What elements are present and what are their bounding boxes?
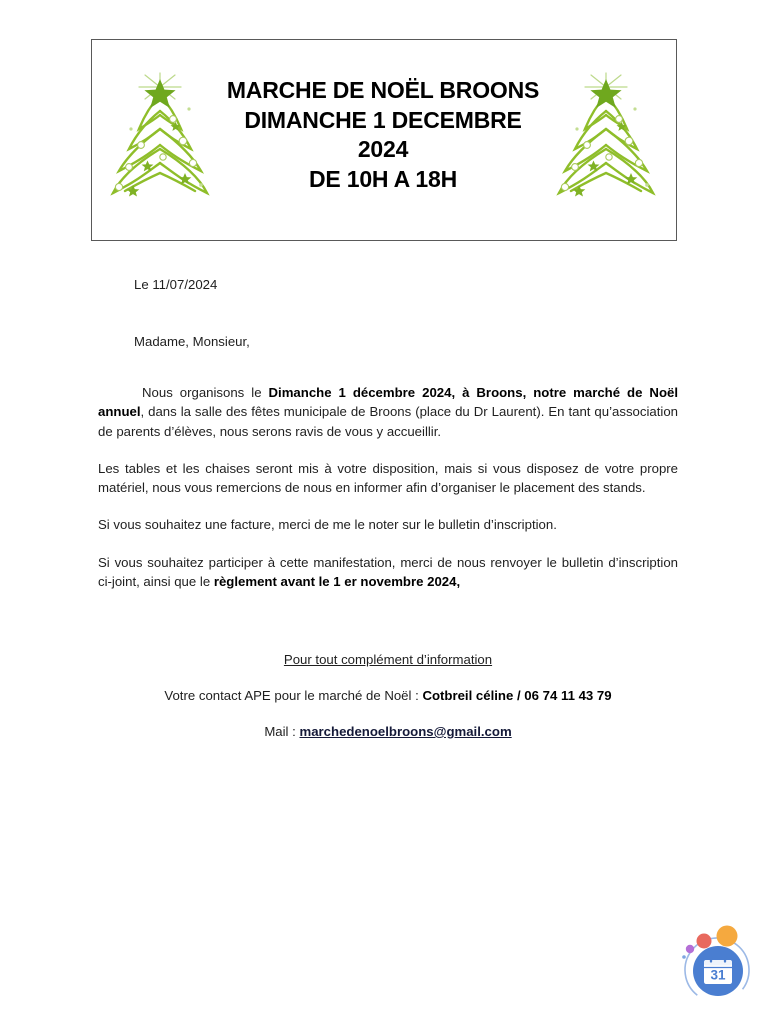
letter-body	[98, 383, 678, 591]
header-title-line-3: 2024	[357, 136, 409, 162]
header-banner	[91, 39, 677, 241]
body-text: Si vous souhaitez participer à cette manifestation, merci de nous renvoyer le bulletin d’inscription ci-joint, ainsi que le	[98, 554, 678, 590]
body-paragraph	[98, 459, 678, 498]
footer-mail-prefix: Mail :	[264, 724, 300, 739]
header-title-line-4: DE 10H A 18H	[308, 165, 457, 192]
calendar-badge-icon	[676, 924, 756, 1006]
header-title	[220, 76, 546, 204]
dot-red	[697, 934, 712, 949]
footer-heading	[98, 650, 678, 669]
dot-orange	[717, 926, 738, 947]
body-text-emphasis: Dimanche 1 décembre 2024, à Broons, notre marché de Noël annuel	[98, 385, 679, 420]
body-paragraph	[98, 383, 678, 441]
body-text: Nous organisons le	[142, 385, 269, 400]
body-paragraph	[98, 515, 678, 534]
footer-mail-line	[98, 722, 678, 741]
body-text-emphasis: règlement avant le 1 er novembre 2024,	[213, 574, 461, 590]
letter-salutation: Madame, Monsieur,	[134, 334, 250, 349]
footer-contact-line	[98, 686, 678, 705]
christmas-tree-icon-left	[100, 63, 220, 217]
dot-purple	[686, 945, 694, 953]
header-title-line-1: MARCHE DE NOËL BROONS	[226, 77, 540, 103]
footer-contact-prefix: Votre contact APE pour le marché de Noël :	[164, 688, 423, 703]
body-text: , dans la salle des fêtes municipale de Broons (place du Dr Laurent). En tant qu’association de parents d’élèves, nous serons ravis de vous y accueillir.	[98, 404, 678, 439]
footer-heading-text: Pour tout complément d’information	[283, 652, 493, 667]
header-title-line-2: DIMANCHE 1 DECEMBRE	[244, 106, 522, 133]
footer-mail-link[interactable]: marchedenoelbroons@gmail.com	[299, 724, 512, 739]
body-paragraph	[98, 553, 678, 592]
calendar-day-number: 31	[710, 967, 726, 983]
letter-date: Le 11/07/2024	[134, 277, 218, 292]
letter-head	[134, 276, 678, 352]
footer-contact	[98, 650, 678, 741]
body-text: Les tables et les chaises seront mis à votre disposition, mais si vous disposez de votre propre matériel, nous vous remercions de nous en informer afin d’organiser le placement des stands.	[98, 460, 678, 496]
christmas-tree-icon-right	[546, 63, 666, 217]
dot-small-blue	[682, 955, 686, 959]
footer-contact-value: Cotbreil céline / 06 74 11 43 79	[422, 688, 612, 703]
body-text: Si vous souhaitez une facture, merci de me le noter sur le bulletin d’inscription.	[98, 517, 557, 533]
